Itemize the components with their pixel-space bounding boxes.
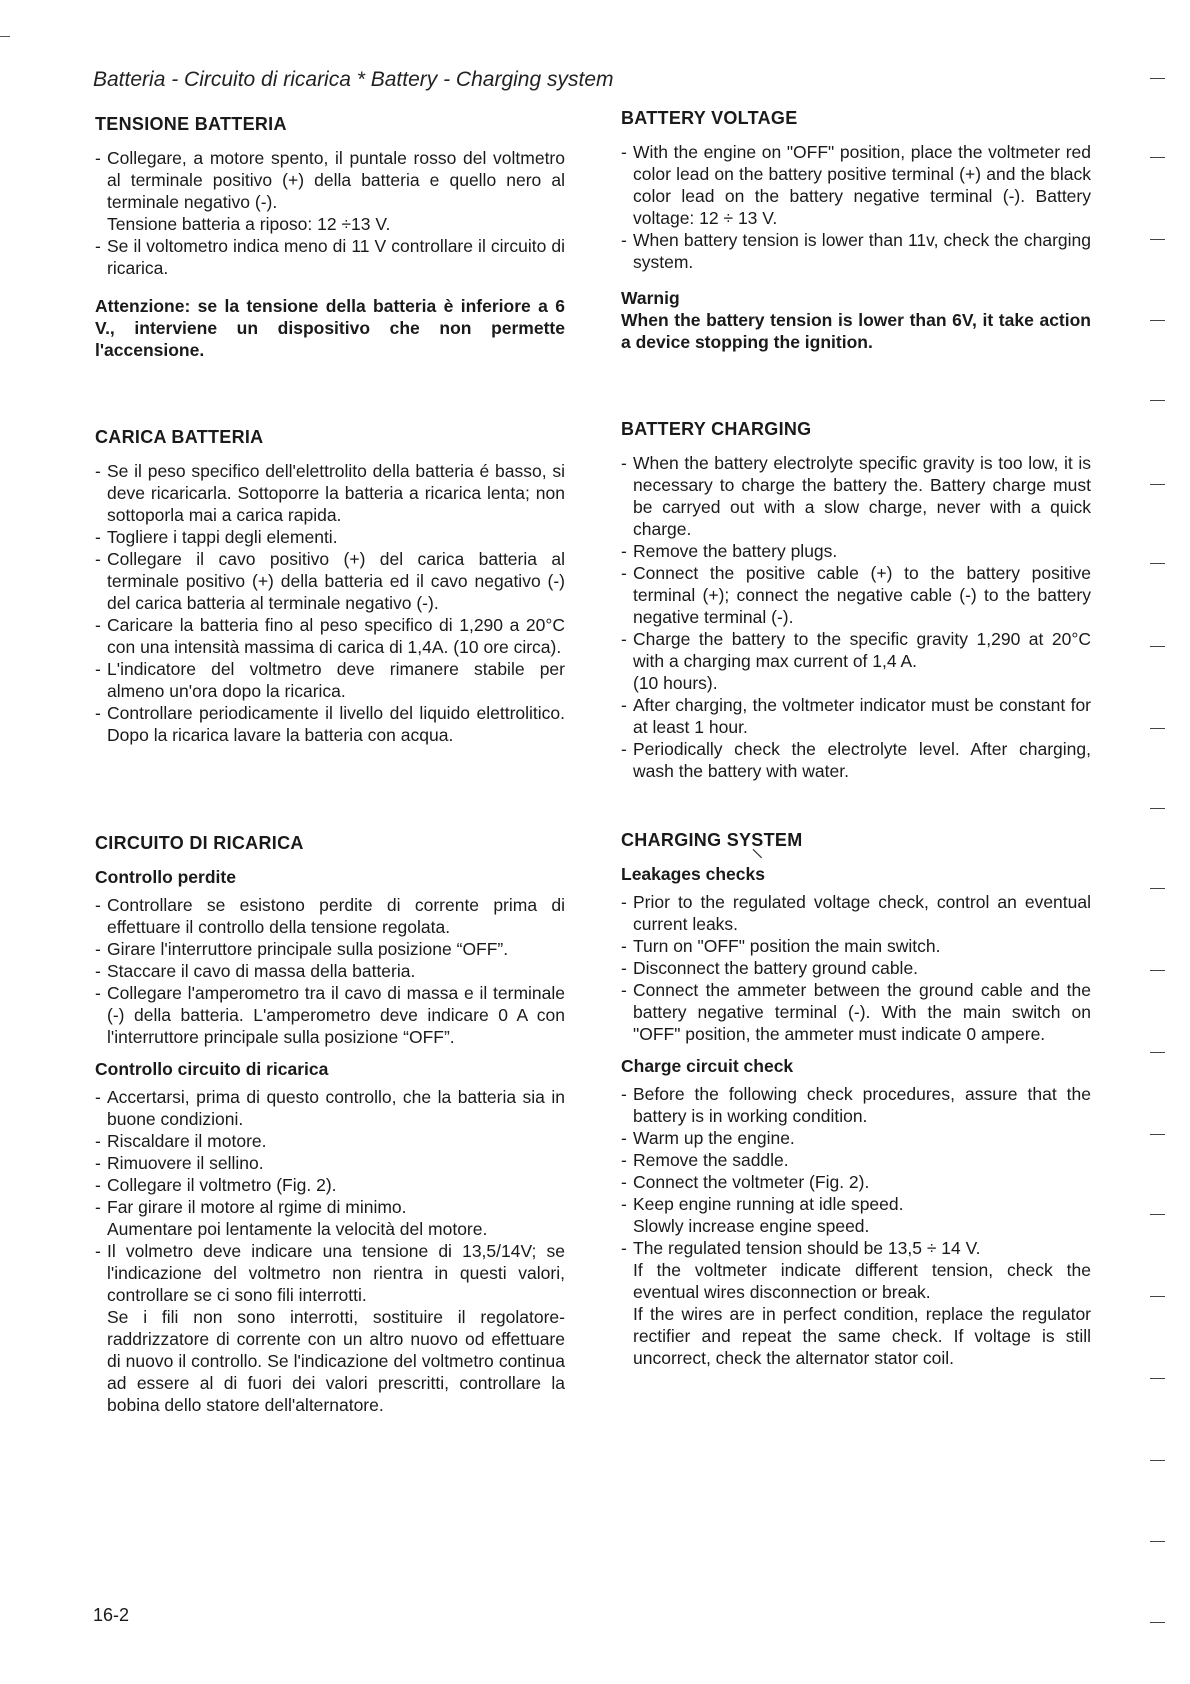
list-item xyxy=(621,738,1091,782)
bullet-dash: - xyxy=(621,1238,627,1258)
list-item xyxy=(95,982,565,1048)
margin-tick xyxy=(1150,1296,1165,1297)
section-title: CHARGING SYSTEM xyxy=(621,830,803,850)
list-item xyxy=(621,141,1091,229)
item-text: Keep engine running at idle speed. xyxy=(633,1194,904,1214)
margin-tick xyxy=(1150,1460,1165,1461)
margin-tick xyxy=(1150,78,1165,79)
stray-mark: \ xyxy=(751,846,765,864)
subsection-leakages-checks xyxy=(621,863,1091,1045)
list-item xyxy=(621,935,1091,957)
section-title: CIRCUITO DI RICARICA xyxy=(95,833,304,853)
bullet-dash: - xyxy=(621,1084,627,1104)
bullet-dash: - xyxy=(95,659,101,679)
bullet-dash: - xyxy=(621,892,627,912)
section-charging-system xyxy=(621,829,1091,1379)
list-item xyxy=(621,540,1091,562)
margin-tick xyxy=(1150,239,1165,240)
list-item xyxy=(95,235,565,279)
item-text: Riscaldare il motore. xyxy=(107,1131,267,1151)
item-list xyxy=(621,141,1091,273)
item-text: The regulated tension should be 13,5 ÷ 14 V. xyxy=(633,1238,981,1258)
margin-tick xyxy=(1150,1214,1165,1215)
corner-mark xyxy=(0,36,10,37)
list-item xyxy=(95,526,565,548)
item-text: Collegare il cavo positivo (+) del carica batteria al terminale positivo (+) della batteria ed il cavo negativo (-) del carica batteria al terminale negativo (-). xyxy=(107,549,565,613)
item-text: Remove the battery plugs. xyxy=(633,541,838,561)
list-item xyxy=(95,1152,565,1174)
item-text: If the wires are in perfect condition, replace the regulator rectifier and repeat the same check. If voltage is still uncorrect, check the alternator stator coil. xyxy=(633,1304,1091,1368)
item-text: Collegare il voltmetro (Fig. 2). xyxy=(107,1175,337,1195)
item-list xyxy=(621,1083,1091,1369)
item-text: (10 hours). xyxy=(633,673,718,693)
item-text: After charging, the voltmeter indicator must be constant for at least 1 hour. xyxy=(633,695,1091,737)
list-item xyxy=(621,562,1091,628)
list-item xyxy=(621,694,1091,738)
list-item xyxy=(95,1240,565,1416)
margin-tick xyxy=(1150,484,1165,485)
margin-tick xyxy=(1150,563,1165,564)
item-text: Togliere i tappi degli elementi. xyxy=(107,527,338,547)
warning-text: When the battery tension is lower than 6V, it take action a device stopping the ignition. xyxy=(621,310,1091,352)
item-text: Turn on "OFF" position the main switch. xyxy=(633,936,941,956)
item-text: Se il voltometro indica meno di 11 V controllare il circuito di ricarica. xyxy=(107,236,565,278)
list-item xyxy=(95,1174,565,1196)
bullet-dash: - xyxy=(621,980,627,1000)
bullet-dash: - xyxy=(95,461,101,481)
item-text: Remove the saddle. xyxy=(633,1150,789,1170)
margin-tick xyxy=(1150,1378,1165,1379)
subsection-title: Charge circuit check xyxy=(621,1056,794,1076)
item-text: With the engine on "OFF" position, place the voltmeter red color lead on the battery positive terminal (+) and the black color lead on the battery negative terminal (-). Battery voltage: 12 ÷ 13 V. xyxy=(633,142,1091,228)
bullet-dash: - xyxy=(95,961,101,981)
section-title: TENSIONE BATTERIA xyxy=(95,114,287,134)
item-text: Connect the positive cable (+) to the battery positive terminal (+); connect the negative cable (-) to the battery negative terminal (-). xyxy=(633,563,1091,627)
item-text: When battery tension is lower than 11v, check the charging system. xyxy=(633,230,1091,272)
item-text: Prior to the regulated voltage check, control an eventual current leaks. xyxy=(633,892,1091,934)
bullet-dash: - xyxy=(95,939,101,959)
list-item xyxy=(95,702,565,746)
item-text: When the battery electrolyte specific gravity is too low, it is necessary to charge the battery the. Battery charge must be carryed out with a slow charge, never with a quick charge. xyxy=(633,453,1091,539)
bullet-dash: - xyxy=(95,1197,101,1217)
bullet-dash: - xyxy=(95,1087,101,1107)
margin-tick xyxy=(1150,888,1165,889)
bullet-dash: - xyxy=(95,983,101,1003)
item-text: Connect the ammeter between the ground cable and the battery negative terminal (-). With the main switch on "OFF" position, the ammeter must indicate 0 ampere. xyxy=(633,980,1091,1044)
margin-tick xyxy=(1150,320,1165,321)
item-text: Warm up the engine. xyxy=(633,1128,795,1148)
item-text: Far girare il motore al rgime di minimo. xyxy=(107,1197,407,1217)
bullet-dash: - xyxy=(95,1153,101,1173)
item-text: Rimuovere il sellino. xyxy=(107,1153,264,1173)
bullet-dash: - xyxy=(621,1172,627,1192)
subsection-title: Controllo circuito di ricarica xyxy=(95,1059,329,1079)
item-text: Disconnect the battery ground cable. xyxy=(633,958,919,978)
item-text: Collegare, a motore spento, il puntale rosso del voltmetro al terminale positivo (+) della batteria e quello nero al terminale negativo (-). xyxy=(107,148,565,212)
warning-title: Warnig xyxy=(621,288,680,308)
list-item xyxy=(621,1127,1091,1149)
margin-tick xyxy=(1150,1622,1165,1623)
margin-tick xyxy=(1150,646,1165,647)
list-item xyxy=(621,891,1091,935)
subsection-controllo-perdite xyxy=(95,866,565,1048)
bullet-dash: - xyxy=(621,936,627,956)
subsection-title: Leakages checks xyxy=(621,864,765,884)
item-text: Se i fili non sono interrotti, sostituire il regolatore-raddrizzatore di corrente con un altro nuovo od effettuare di nuovo il controllo. Se l'indicazione del voltmetro continua ad essere al di fuori dei valori prescritti, controllare la bobina dello statore dell'alternatore. xyxy=(107,1307,565,1415)
list-item xyxy=(95,938,565,960)
warning-note: Attenzione: se la tensione della batteria è inferiore a 6 V., interviene un dispositivo che non permette l'accensione. xyxy=(95,296,565,360)
list-item xyxy=(95,894,565,938)
bullet-dash: - xyxy=(95,1175,101,1195)
bullet-dash: - xyxy=(95,615,101,635)
list-item xyxy=(621,979,1091,1045)
section-battery-charging xyxy=(621,418,1091,782)
bullet-dash: - xyxy=(95,703,101,723)
item-text: Collegare l'amperometro tra il cavo di massa e il terminale (-) della batteria. L'amperometro deve indicare 0 A con l'interruttore principale sulla posizione “OFF”. xyxy=(107,983,565,1047)
bullet-dash: - xyxy=(621,695,627,715)
list-item xyxy=(95,147,565,235)
item-text: If the voltmeter indicate different tension, check the eventual wires disconnection or break. xyxy=(633,1260,1091,1302)
margin-tick xyxy=(1150,1052,1165,1053)
item-list xyxy=(95,1086,565,1416)
list-item xyxy=(621,1083,1091,1127)
item-text: Accertarsi, prima di questo controllo, che la batteria sia in buone condizioni. xyxy=(107,1087,565,1129)
section-battery-voltage xyxy=(621,107,1091,353)
bullet-dash: - xyxy=(621,563,627,583)
subsection-charge-circuit-check xyxy=(621,1055,1091,1369)
item-text: Staccare il cavo di massa della batteria. xyxy=(107,961,416,981)
section-title: BATTERY VOLTAGE xyxy=(621,108,798,128)
item-list xyxy=(95,894,565,1048)
item-text: Charge the battery to the specific gravity 1,290 at 20°C with a charging max current of 1,4 A. xyxy=(633,629,1091,671)
bullet-dash: - xyxy=(621,629,627,649)
list-item xyxy=(95,658,565,702)
bullet-dash: - xyxy=(621,1128,627,1148)
item-text: L'indicatore del voltmetro deve rimanere stabile per almeno un'ora dopo la ricarica. xyxy=(107,659,565,701)
bullet-dash: - xyxy=(621,1194,627,1214)
list-item xyxy=(95,1196,565,1240)
list-item xyxy=(621,1149,1091,1171)
list-item xyxy=(95,548,565,614)
bullet-dash: - xyxy=(95,148,101,168)
list-item xyxy=(621,957,1091,979)
subsection-title: Controllo perdite xyxy=(95,867,236,887)
item-list xyxy=(95,460,565,746)
list-item xyxy=(95,960,565,982)
margin-tick xyxy=(1150,1541,1165,1542)
section-tensione-batteria xyxy=(95,113,565,361)
margin-tick xyxy=(1150,728,1165,729)
margin-tick xyxy=(1150,400,1165,401)
item-text: Girare l'interruttore principale sulla posizione “OFF”. xyxy=(107,939,509,959)
list-item xyxy=(621,628,1091,694)
margin-ticks xyxy=(1150,0,1170,1684)
section-carica-batteria xyxy=(95,426,565,746)
item-text: Aumentare poi lentamente la velocità del motore. xyxy=(107,1219,488,1239)
item-list xyxy=(621,891,1091,1045)
item-text: Il volmetro deve indicare una tensione di 13,5/14V; se l'indicazione del voltmetro non rientra in questi valori, controllare se ci sono fili interrotti. xyxy=(107,1241,565,1305)
section-title: BATTERY CHARGING xyxy=(621,419,812,439)
section-circuito-ricarica xyxy=(95,832,565,1426)
item-text: Controllare periodicamente il livello del liquido elettrolitico. Dopo la ricarica lavare la batteria con acqua. xyxy=(107,703,565,745)
item-list xyxy=(621,452,1091,782)
list-item xyxy=(621,452,1091,540)
list-item xyxy=(95,1130,565,1152)
item-text: Connect the voltmeter (Fig. 2). xyxy=(633,1172,870,1192)
margin-tick xyxy=(1150,808,1165,809)
list-item xyxy=(95,460,565,526)
list-item xyxy=(621,229,1091,273)
margin-tick xyxy=(1150,970,1165,971)
item-text: Periodically check the electrolyte level. After charging, wash the battery with water. xyxy=(633,739,1091,781)
item-text: Before the following check procedures, assure that the battery is in working condition. xyxy=(633,1084,1091,1126)
list-item xyxy=(621,1193,1091,1237)
bullet-dash: - xyxy=(95,1241,101,1261)
item-list xyxy=(95,147,565,279)
margin-tick xyxy=(1150,157,1165,158)
bullet-dash: - xyxy=(95,1131,101,1151)
section-title: CARICA BATTERIA xyxy=(95,427,264,447)
bullet-dash: - xyxy=(621,1150,627,1170)
list-item xyxy=(621,1237,1091,1369)
item-text: Se il peso specifico dell'elettrolito della batteria é basso, si deve ricaricarla. Sottoporre la batteria a ricarica lenta; non sottoporla mai a carica rapida. xyxy=(107,461,565,525)
bullet-dash: - xyxy=(621,541,627,561)
bullet-dash: - xyxy=(621,230,627,250)
bullet-dash: - xyxy=(621,453,627,473)
bullet-dash: - xyxy=(621,958,627,978)
bullet-dash: - xyxy=(95,895,101,915)
bullet-dash: - xyxy=(95,549,101,569)
bullet-dash: - xyxy=(95,527,101,547)
page-number: 16-2 xyxy=(93,1605,130,1625)
item-text: Tensione batteria a riposo: 12 ÷13 V. xyxy=(107,214,391,234)
list-item xyxy=(95,1086,565,1130)
bullet-dash: - xyxy=(621,739,627,759)
item-text: Caricare la batteria fino al peso specifico di 1,290 a 20°C con una intensità massima di carica di 1,4A. (10 ore circa). xyxy=(107,615,565,657)
list-item xyxy=(621,1171,1091,1193)
subsection-controllo-circuito xyxy=(95,1058,565,1416)
bullet-dash: - xyxy=(95,236,101,256)
item-text: Slowly increase engine speed. xyxy=(633,1216,870,1236)
margin-tick xyxy=(1150,1134,1165,1135)
item-text: Controllare se esistono perdite di corrente prima di effettuare il controllo della tensione regolata. xyxy=(107,895,565,937)
warning-note xyxy=(621,287,1091,353)
list-item xyxy=(95,614,565,658)
page-header: Batteria - Circuito di ricarica * Battery - Charging system xyxy=(93,68,614,91)
bullet-dash: - xyxy=(621,142,627,162)
